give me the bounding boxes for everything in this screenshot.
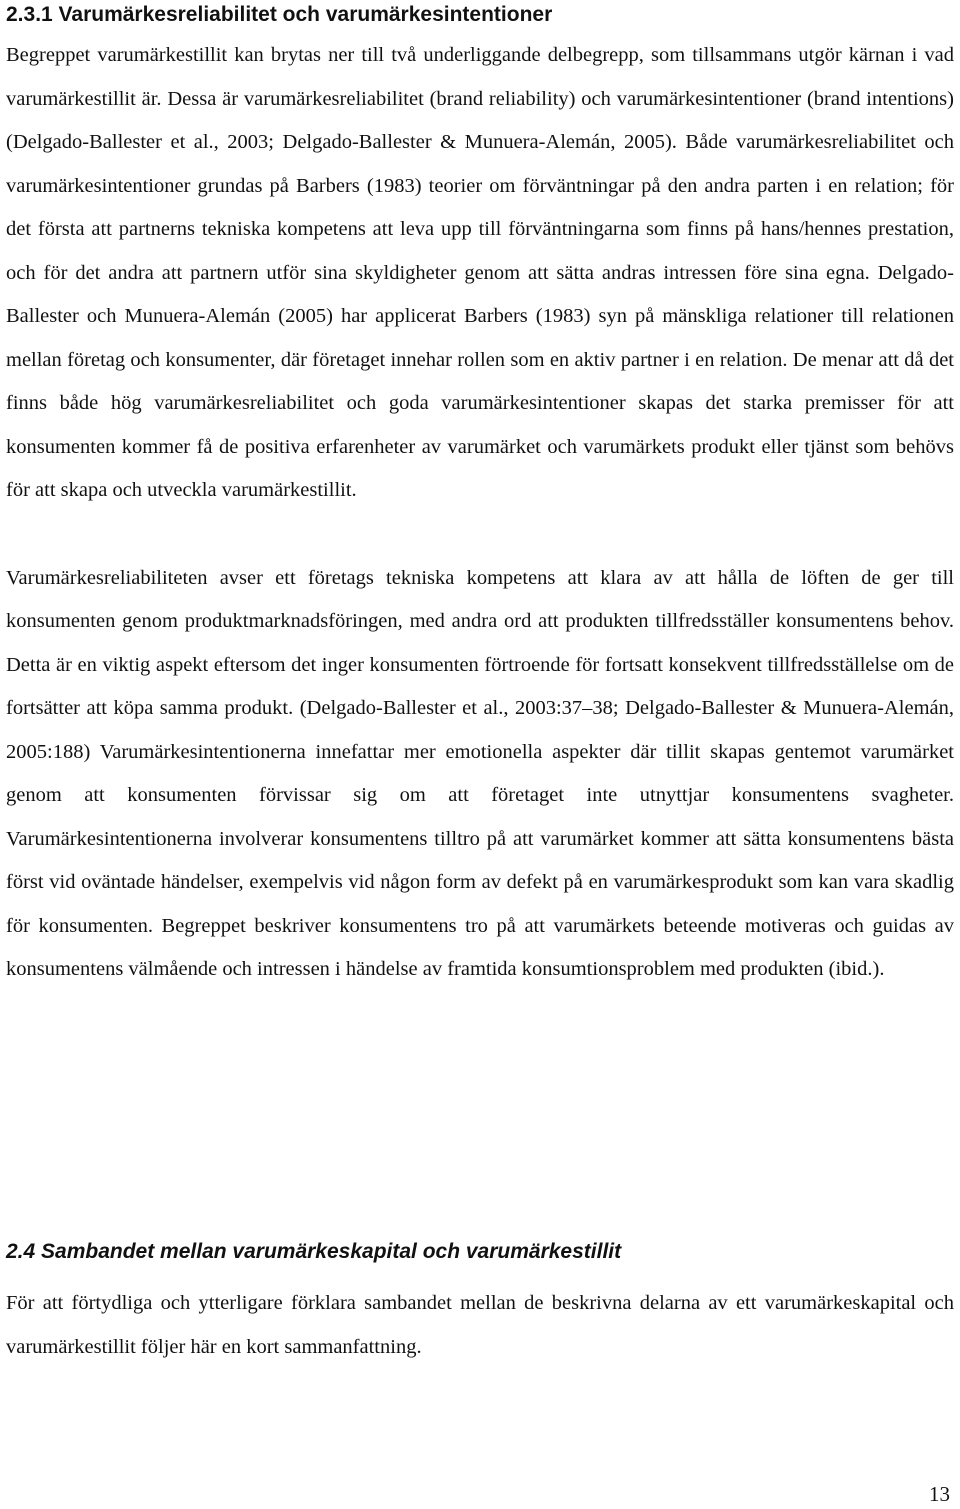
document-page [6,0,954,1358]
paragraph-brand-reliability-intentions: Varumärkesreliabiliteten avser ett företags tekniska kompetens att klara av att hålla de löften de ger till konsumenten genom produktmarknadsföringen, med andra ord att produkten tillfredsställer konsumentens behov. Detta är en viktig aspekt eftersom det inger konsumenten förtroende för fortsatt konsekvent tillfredsställelse om de fortsätter att köpa samma produkt. (Delgado-Ballester et al., 2003:37–38; Delgado-Ballester & Munuera-Alemán, 2005:188) Varumärkesintentionerna innefattar mer emotionella aspekter där tillit skapas gentemot varumärket genom att konsumenten förvissar sig om att företaget inte utnyttjar konsumentens svagheter. Varumärkesintentionerna involverar konsumentens tilltro på att varumärket kommer att sätta konsumentens bästa först vid oväntade händelser, exempelvis vid någon form av defekt på en varumärkesprodukt som kan vara skadlig för konsumenten. Begreppet beskriver konsumentens tro på att varumärkets beteende motiveras och guidas av konsumentens välmående och intressen i händelse av framtida konsumtionsproblem med produkten (ibid.). [6,566,954,980]
paragraph-summary-intro: För att förtydliga och ytterligare förklara sambandet mellan de beskrivna delarna av ett varumärkeskapital och varumärkestillit följer här en kort sammanfattning. [6,1292,954,1358]
paragraph-brand-trust-components: Begreppet varumärkestillit kan brytas ner till två underliggande delbegrepp, som tillsammans utgör kärnan i vad varumärkestillit är. Dessa är varumärkesreliabilitet (brand reliability) och varumärkesintentioner (brand intentions) (Delgado-Ballester et al., 2003; Delgado-Ballester & Munuera-Alemán, 2005). Både varumärkesreliabilitet och varumärkesintentioner grundas på Barbers (1983) teorier om förväntningar på den andra parten i en relation; för det första att partnerns tekniska kompetens att leva upp till förväntningarna som finns på hans/hennes prestation, och för det andra att partnern utför sina skyldigheter genom att sätta andras intressen före sina egna. Delgado-Ballester och Munuera-Alemán (2005) har applicerat Barbers (1983) syn på mänskliga relationer till relationen mellan företag och konsumenter, där företaget innehar rollen som en aktiv partner i en relation. De menar att då det finns både hög varumärkesreliabilitet och goda varumärkesintentioner skapas det starka premisser för att konsumenten kommer få de positiva erfarenheter av varumärket och varumärkets produkt eller tjänst som behövs för att skapa och utveckla varumärkestillit. [6,44,954,501]
section-heading-2-4: 2.4 Sambandet mellan varumärkeskapital och varumärkestillit [6,1240,622,1263]
section-heading-2-3-1: 2.3.1 Varumärkesreliabilitet och varumärkesintentioner [6,3,553,26]
page-number: 13 [929,1482,950,1506]
